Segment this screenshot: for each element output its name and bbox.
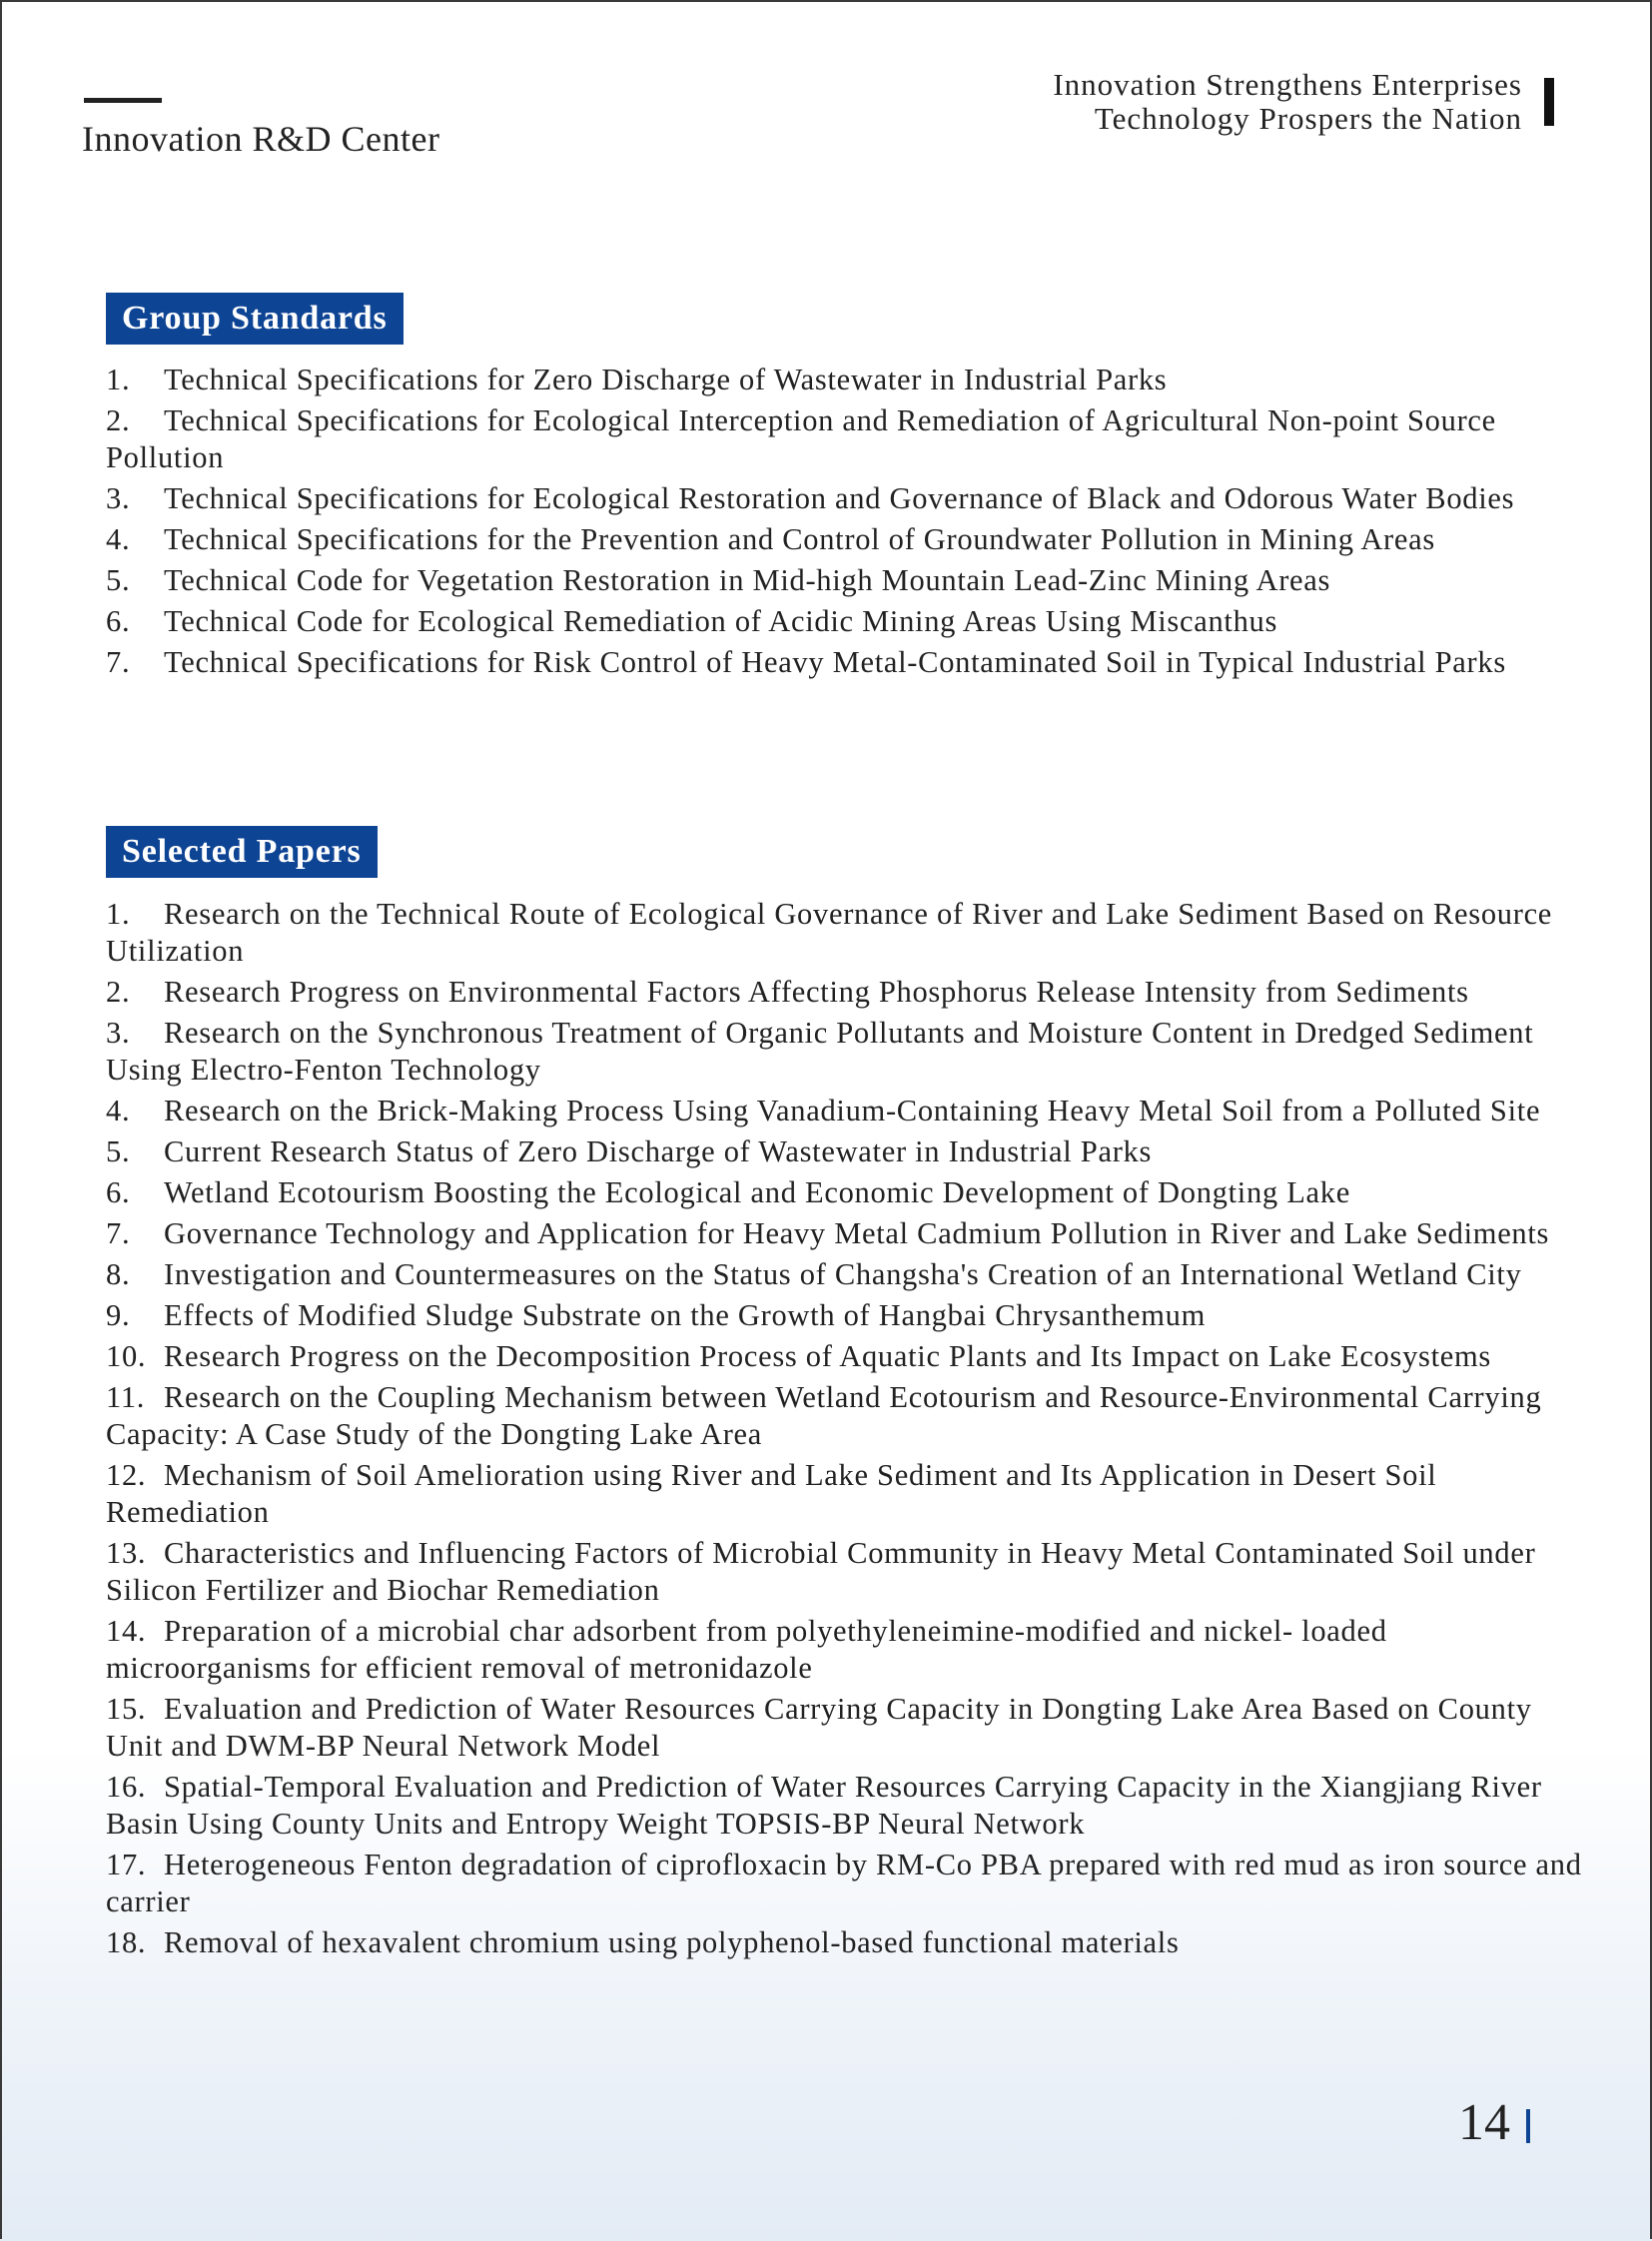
list-item (106, 1215, 1584, 1252)
item-number: 6. (106, 604, 131, 638)
list-item (106, 1924, 1584, 1961)
item-number: 3. (106, 1016, 131, 1050)
list-item (106, 402, 1584, 476)
item-number: 4. (106, 522, 131, 556)
list-item (106, 1338, 1584, 1375)
list-item (106, 1133, 1584, 1170)
item-number: 4. (106, 1094, 131, 1127)
item-text: Spatial-Temporal Evaluation and Prediction of Water Resources Carrying Capacity in the Xiangjiang River Basin Using County Units and Entropy Weight TOPSIS-BP Neural Network (106, 1770, 1542, 1841)
item-number: 17. (106, 1848, 147, 1881)
item-text: Research on the Coupling Mechanism between Wetland Ecotourism and Resource-Environmental Carrying Capacity: A Case Study of the Dongting Lake Area (106, 1380, 1542, 1451)
item-text: Governance Technology and Application for Heavy Metal Cadmium Pollution in River and Lake Sediments (164, 1216, 1550, 1250)
list-item (106, 1093, 1584, 1129)
item-text: Effects of Modified Sludge Substrate on the Growth of Hangbai Chrysanthemum (164, 1298, 1207, 1332)
item-number: 9. (106, 1298, 131, 1332)
list-item (106, 974, 1584, 1011)
list-item (106, 1847, 1584, 1920)
center-name: Innovation R&D Center (82, 119, 440, 159)
item-text: Heterogeneous Fenton degradation of ciprofloxacin by RM-Co PBA prepared with red mud as iron source and carrier (106, 1848, 1582, 1918)
item-text: Characteristics and Influencing Factors of Microbial Community in Heavy Metal Contaminated Soil under Silicon Fertilizer and Biochar Remediation (106, 1536, 1536, 1607)
list-item (106, 1174, 1584, 1211)
list-item (106, 1691, 1584, 1765)
item-number: 16. (106, 1770, 147, 1804)
list-item (106, 362, 1584, 398)
item-text: Technical Specifications for the Prevention and Control of Groundwater Pollution in Mining Areas (164, 522, 1435, 556)
item-text: Research Progress on the Decomposition Process of Aquatic Plants and Its Impact on Lake Ecosystems (164, 1339, 1492, 1373)
list-item (106, 1769, 1584, 1843)
item-number: 2. (106, 403, 131, 437)
item-text: Mechanism of Soil Amelioration using River and Lake Sediment and Its Application in Desert Soil Remediation (106, 1458, 1437, 1529)
page-number: 14 (1458, 2094, 1510, 2151)
item-number: 15. (106, 1692, 147, 1726)
section-title-group-standards: Group Standards (106, 293, 404, 345)
list-item (106, 1015, 1584, 1089)
item-number: 11. (106, 1380, 146, 1414)
item-number: 8. (106, 1257, 131, 1291)
item-number: 18. (106, 1925, 147, 1959)
list-item (106, 521, 1584, 558)
item-number: 14. (106, 1614, 147, 1648)
item-text: Research Progress on Environmental Factors Affecting Phosphorus Release Intensity from Sediments (164, 975, 1469, 1009)
item-number: 2. (106, 975, 131, 1009)
item-number: 3. (106, 481, 131, 515)
item-number: 13. (106, 1536, 147, 1570)
item-text: Research on the Technical Route of Ecological Governance of River and Lake Sediment Based on Resource Utilization (106, 897, 1553, 968)
page-number-bar (1526, 2109, 1530, 2143)
item-number: 10. (106, 1339, 147, 1373)
item-text: Evaluation and Prediction of Water Resources Carrying Capacity in Dongting Lake Area Based on County Unit and DWM-BP Neural Network Model (106, 1692, 1532, 1763)
item-number: 1. (106, 897, 131, 931)
list-item (106, 562, 1584, 599)
item-text: Technical Specifications for Ecological Interception and Remediation of Agricultural Non-point Source Pollution (106, 403, 1496, 474)
list-item (106, 644, 1584, 681)
item-text: Wetland Ecotourism Boosting the Ecological and Economic Development of Dongting Lake (164, 1175, 1350, 1209)
item-text: Investigation and Countermeasures on the Status of Changsha's Creation of an International Wetland City (164, 1257, 1522, 1291)
item-number: 12. (106, 1458, 147, 1492)
item-text: Removal of hexavalent chromium using polyphenol-based functional materials (164, 1925, 1180, 1959)
item-number: 6. (106, 1175, 131, 1209)
section-title-selected-papers: Selected Papers (106, 826, 378, 878)
item-number: 7. (106, 1216, 131, 1250)
list-item (106, 1256, 1584, 1293)
item-text: Technical Specifications for Ecological Restoration and Governance of Black and Odorous Water Bodies (164, 481, 1515, 515)
header-rule (84, 98, 162, 103)
item-text: Research on the Synchronous Treatment of Organic Pollutants and Moisture Content in Dredged Sediment Using Electro-Fenton Technology (106, 1016, 1534, 1087)
list-item (106, 1379, 1584, 1453)
list-item (106, 1297, 1584, 1334)
list-item (106, 1613, 1584, 1687)
item-text: Technical Specifications for Risk Control of Heavy Metal-Contaminated Soil in Typical Industrial Parks (164, 645, 1506, 679)
item-text: Technical Code for Ecological Remediation of Acidic Mining Areas Using Miscanthus (164, 604, 1278, 638)
item-number: 5. (106, 563, 131, 597)
list-item (106, 1457, 1584, 1531)
item-text: Research on the Brick-Making Process Using Vanadium-Containing Heavy Metal Soil from a Polluted Site (164, 1094, 1541, 1127)
item-text: Technical Code for Vegetation Restoration in Mid-high Mountain Lead-Zinc Mining Areas (164, 563, 1331, 597)
list-item (106, 603, 1584, 640)
slogan-bar (1544, 78, 1554, 126)
item-text: Current Research Status of Zero Discharge of Wastewater in Industrial Parks (164, 1134, 1153, 1168)
item-number: 7. (106, 645, 131, 679)
list-item (106, 480, 1584, 517)
list-item (106, 896, 1584, 970)
item-number: 5. (106, 1134, 131, 1168)
slogan-line-2: Technology Prospers the Nation (1094, 101, 1522, 136)
item-text: Technical Specifications for Zero Discharge of Wastewater in Industrial Parks (164, 363, 1168, 396)
item-number: 1. (106, 363, 131, 396)
slogan (1053, 68, 1522, 136)
list-item (106, 1535, 1584, 1609)
group-standards-list (106, 362, 1584, 685)
item-text: Preparation of a microbial char adsorbent from polyethyleneimine-modified and nickel- loaded microorganisms for efficient removal of metronidazole (106, 1614, 1387, 1685)
slogan-line-1: Innovation Strengthens Enterprises (1053, 67, 1522, 102)
selected-papers-list (106, 896, 1584, 1965)
